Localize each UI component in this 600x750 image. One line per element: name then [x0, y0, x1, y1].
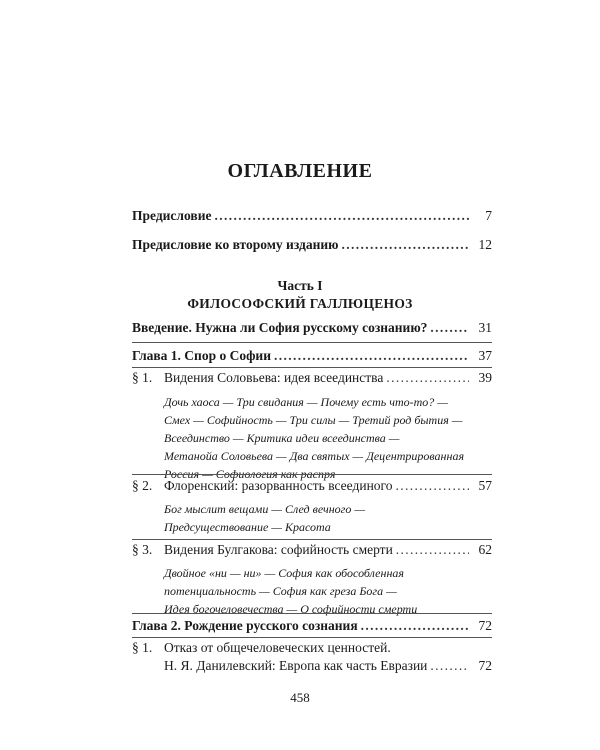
toc-entry-label: Видения Булгакова: софийность смерти: [164, 542, 393, 557]
toc-entry-intro[interactable]: [132, 320, 492, 336]
toc-entry-label: Глава 1. Спор о Софии: [132, 348, 271, 363]
toc-entry-page: 57: [478, 478, 492, 493]
page-title: ОГЛАВЛЕНИЕ: [227, 160, 373, 182]
toc-entry-label: Предисловие ко второму изданию: [132, 237, 339, 252]
subtopic-line: Смех — Софийность — Три силы — Третий род бытия —: [164, 413, 463, 427]
toc-entry-page: 62: [478, 542, 492, 557]
toc-entry-section-3[interactable]: [132, 542, 492, 558]
toc-entry-preface-2nd[interactable]: [132, 237, 492, 253]
dot-leader: [341, 237, 469, 253]
divider: [132, 539, 492, 540]
toc-entry-label: Отказ от общечеловеческих ценностей.: [164, 640, 391, 655]
section-number: § 2.: [132, 478, 153, 493]
dot-leader: [430, 320, 469, 336]
dot-leader: [396, 478, 470, 494]
part-number: Часть I: [277, 278, 323, 293]
toc-entry-section-4[interactable]: [132, 640, 492, 656]
section-subtopics: [164, 500, 492, 536]
subtopic-line: потенциальность — София как греза Бога —: [164, 584, 397, 598]
divider: [132, 474, 492, 475]
subtopic-line: Россия — Софиология как распря: [164, 467, 336, 481]
toc-entry-page: 39: [478, 370, 492, 385]
dot-leader: [396, 542, 469, 558]
toc-entry-page: 72: [478, 658, 492, 673]
dot-leader: [361, 618, 469, 634]
toc-entry-page: 72: [478, 618, 492, 633]
dot-leader: [386, 370, 469, 386]
toc-entry-label: Введение. Нужна ли София русскому сознанию?: [132, 320, 428, 335]
toc-entry-page: 7: [485, 208, 492, 223]
section-subtopics: [164, 393, 492, 483]
toc-entry-page: 12: [478, 237, 492, 252]
toc-entry-section-2[interactable]: [132, 478, 492, 494]
subtopic-line: Всеединство — Критика идеи всеединства —: [164, 431, 400, 445]
toc-entry-label: Видения Соловьева: идея всеединства: [164, 370, 384, 385]
toc-entry-label: Н. Я. Данилевский: Европа как часть Евразии: [164, 658, 428, 673]
subtopic-line: Дочь хаоса — Три свидания — Почему есть что-то? —: [164, 395, 448, 409]
toc-entry-section-1[interactable]: [132, 370, 492, 386]
toc-entry-chapter-1[interactable]: [132, 348, 492, 364]
subtopic-line: Предсуществование — Красота: [164, 520, 331, 534]
divider: [132, 613, 492, 614]
section-subtopics: [164, 564, 492, 618]
section-number: § 3.: [132, 542, 153, 557]
subtopic-line: Метанойа Соловьева — Два святых — Децентрированная: [164, 449, 465, 463]
section-number: § 1.: [132, 370, 153, 385]
toc-entry-label: Глава 2. Рождение русского сознания: [132, 618, 358, 633]
divider: [132, 342, 492, 343]
part-title: ФИЛОСОФСКИЙ ГАЛЛЮЦЕНОЗ: [187, 296, 413, 311]
toc-entry-preface[interactable]: [132, 208, 492, 224]
toc-entry-label: Флоренский: разорванность всеединого: [164, 478, 393, 493]
dot-leader: [274, 348, 469, 364]
dot-leader: [430, 658, 469, 674]
toc-entry-page: 37: [478, 348, 492, 363]
section-number: § 1.: [132, 640, 153, 655]
dot-leader: [214, 208, 469, 224]
toc-entry-section-4-cont[interactable]: [164, 658, 492, 674]
toc-entry-chapter-2[interactable]: [132, 618, 492, 634]
page-number: 458: [290, 690, 310, 705]
divider: [132, 637, 492, 638]
toc-entry-label: Предисловие: [132, 208, 212, 223]
subtopic-line: Идея богочеловечества — О софийности смерти: [164, 602, 418, 616]
subtopic-line: Двойное «ни — ни» — София как обособленная: [164, 566, 404, 580]
toc-entry-page: 31: [478, 320, 492, 335]
divider: [132, 367, 492, 368]
subtopic-line: Бог мыслит вещами — След вечного —: [164, 502, 366, 516]
